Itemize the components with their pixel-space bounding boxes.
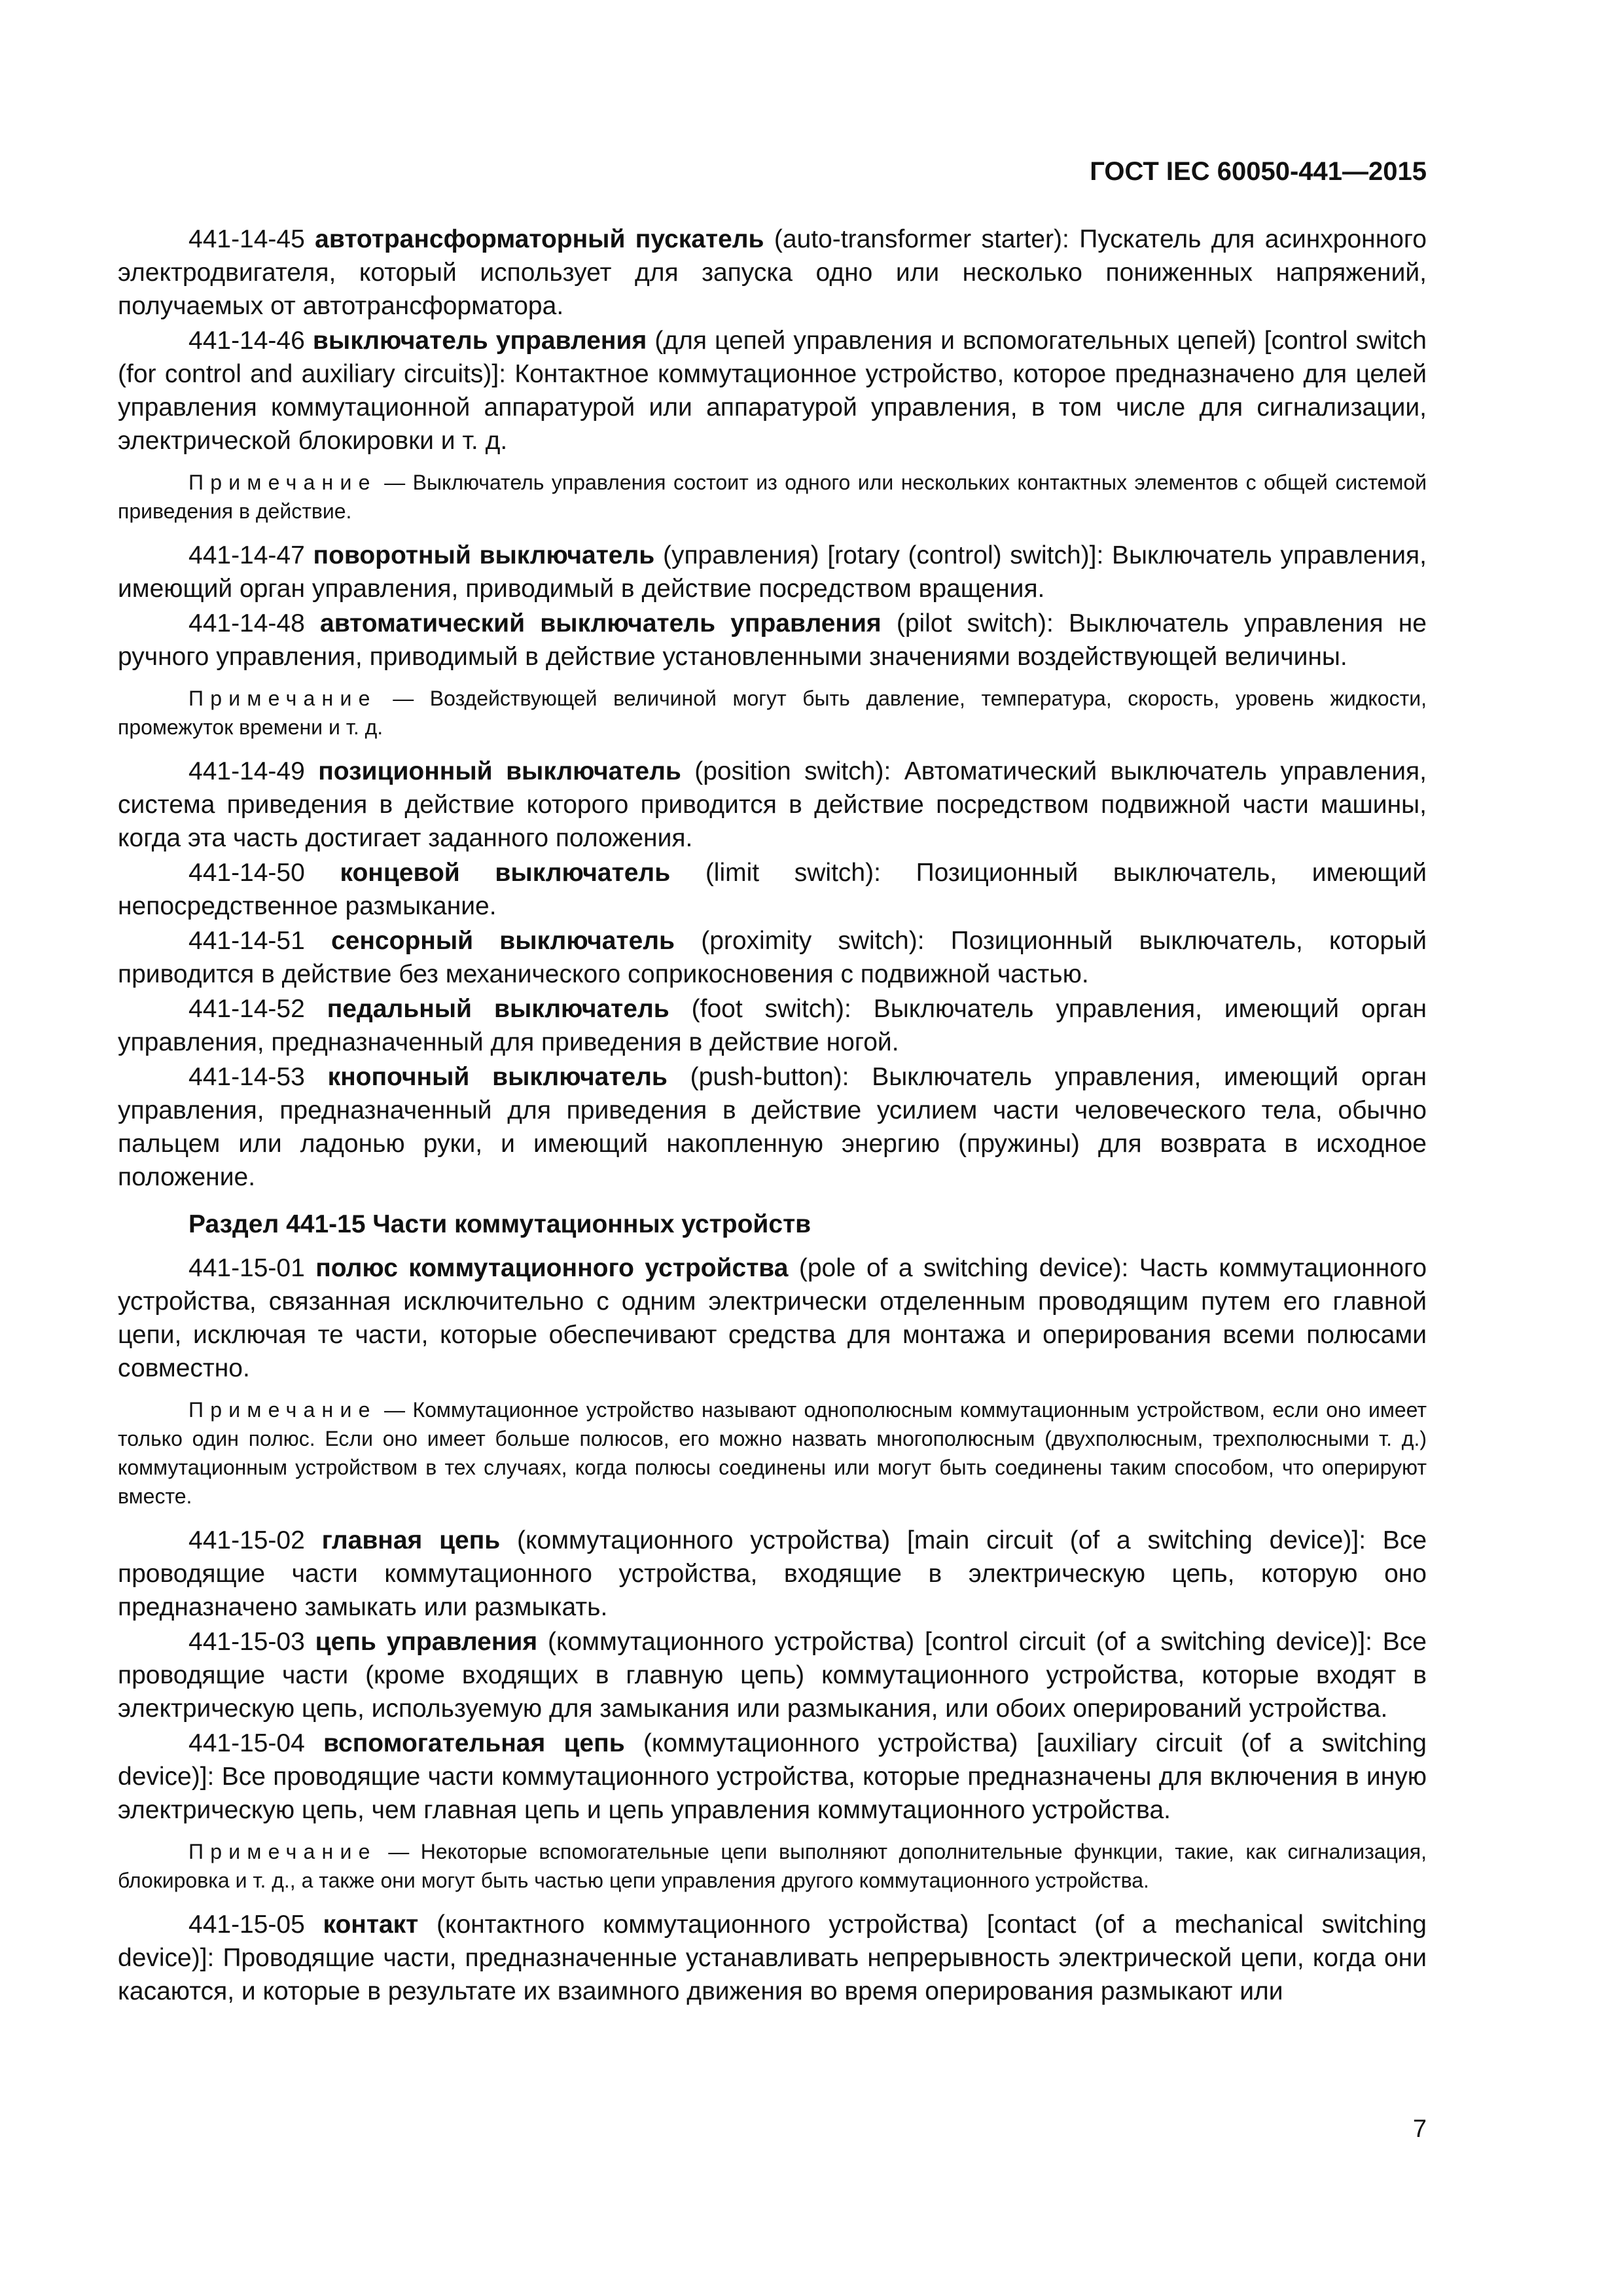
entry-number: 441-14-47 [188,541,305,569]
note-label: Примечание [188,1398,377,1422]
entry-definition: (proximity switch): Позиционный выключатель, который приводится в действие без механического соприкосновения с подвижной частью. [118,927,1427,988]
entry-term: цепь управления [315,1628,538,1656]
entry-definition: (auto-transformer starter): Пускатель для асинхронного электродвигателя, который использует для запуска одно или несколько пониженных напряжений, получаемых от автотрансформатора. [118,225,1427,320]
note-text: — Воздействующей величиной могут быть давление, температура, скорость, уровень жидкости, промежуток времени и т. д. [118,687,1427,739]
term-entry [118,992,1427,1059]
entry-term: автотрансформаторный пускатель [315,225,764,253]
entry-term: главная цепь [321,1526,501,1554]
entry-definition: (foot switch): Выключатель управления, имеющий орган управления, предназначенный для приведения в действие ногой. [118,995,1427,1056]
entry-number: 441-15-05 [188,1910,305,1939]
entry-definition: (управления) [rotary (control) switch)]: Выключатель управления, имеющий орган управления, приводимый в действие посредством вращения. [118,541,1427,603]
entry-definition: (для цепей управления и вспомогательных цепей) [control switch (for control and auxiliary circuits)]: Контактное коммутационное устройство, которое предназначено для целей управления коммутационной аппаратурой или аппаратурой управления, в том числе для сигнализации, электрической блокировки и т. д. [118,327,1427,455]
entry-number: 441-14-46 [188,327,305,355]
entry-number: 441-14-51 [188,927,305,955]
page-number: 7 [1412,2115,1427,2143]
entry-definition: (коммутационного устройства) [control circuit (of a switching device)]: Все проводящие части (кроме входящих в главную цепь) коммутационного устройства, которые входят в электрическую цепь, используемую для замыкания или размыкания, или обоих оперирований устройства. [118,1628,1427,1723]
term-entry [118,1727,1427,1827]
term-entry [118,755,1427,855]
entry-definition: (position switch): Автоматический выключатель управления, система приведения в действие которого приводится в действие посредством подвижной части машины, когда эта часть достигает заданного положения. [118,757,1427,852]
entry-definition: (push-button): Выключатель управления, имеющий орган управления, предназначенный для приведения в действие усилием части человеческого тела, обычно пальцем или ладонью руки, и имеющий накопленную энергию (пружины) для возврата в исходное положение. [118,1063,1427,1191]
entry-number: 441-14-50 [188,859,305,887]
note [118,1395,1427,1511]
entry-definition: (контактного коммутационного устройства) [contact (of a mechanical switching device)]: Проводящие части, предназначенные устанавливать непрерывность электрической цепи, когда они касаются, и которые в результате их взаимного движения во время оперирования размыкают или [118,1910,1427,2005]
note-text: — Выключатель управления состоит из одного или нескольких контактных элементов с общей системой приведения в действие. [118,471,1427,523]
entry-number: 441-14-53 [188,1063,305,1091]
entry-definition: (pilot switch): Выключатель управления не ручного управления, приводимый в действие установленными значениями воздействующей величины. [118,609,1427,671]
entry-term: контакт [323,1910,419,1939]
entry-number: 441-15-03 [188,1628,305,1656]
note-label: Примечание [188,687,377,710]
term-entry [118,539,1427,605]
entry-number: 441-15-04 [188,1729,305,1757]
entry-term: автоматический выключатель управления [320,609,882,637]
note-text: — Некоторые вспомогательные цепи выполняют дополнительные функции, такие, как сигнализация, блокировка и т. д., а также они могут быть частью цепи управления другого коммутационного устройства. [118,1840,1427,1892]
term-entry [118,223,1427,323]
document-body [118,223,1427,2009]
note [118,1837,1427,1895]
term-entry [118,607,1427,673]
entry-term: выключатель управления [312,327,647,355]
term-entry [118,1060,1427,1194]
entry-definition: (коммутационного устройства) [auxiliary circuit (of a switching device)]: Все проводящие части коммутационного устройства, которые предназначены для включения в иную электрическую цепь, чем главная цепь и цепь управления коммутационного устройства. [118,1729,1427,1824]
entry-definition: (коммутационного устройства) [main circuit (of a switching device)]: Все проводящие части коммутационного устройства, входящие в электрическую цепь, которую оно предназначено замыкать или размыкать. [118,1526,1427,1621]
note-label: Примечание [188,1840,377,1863]
term-entry [118,324,1427,457]
entry-term: позиционный выключатель [318,757,681,785]
note [118,684,1427,742]
entry-number: 441-14-48 [188,609,305,637]
term-entry [118,1625,1427,1725]
entry-number: 441-15-01 [188,1254,305,1282]
entry-number: 441-14-52 [188,995,305,1023]
entry-term: поворотный выключатель [313,541,655,569]
term-entry [118,856,1427,923]
term-entry [118,924,1427,991]
note-label: Примечание [188,471,377,494]
note [118,468,1427,526]
entry-term: полюс коммутационного устройства [315,1254,789,1282]
term-entry [118,1908,1427,2008]
term-entry [118,1524,1427,1624]
entry-number: 441-15-02 [188,1526,305,1554]
document-header: ГОСТ IEC 60050-441—2015 [1090,157,1427,186]
entry-definition: (limit switch): Позиционный выключатель, имеющий непосредственное размыкание. [118,859,1427,920]
section-heading: Раздел 441-15 Части коммутационных устройств [188,1210,812,1238]
entry-number: 441-14-49 [188,757,305,785]
entry-term: сенсорный выключатель [331,927,675,955]
entry-term: кнопочный выключатель [327,1063,668,1091]
note-text: — Коммутационное устройство называют однополюсным коммутационным устройством, если оно имеет только один полюс. Если оно имеет больше полюсов, его можно назвать многополюсным (двухполюсным, трехполюсными т. д.) коммутационным устройством в тех случаях, когда полюсы соединены или могут быть соединены таким способом, что оперируют вместе. [118,1398,1427,1508]
term-entry [118,1251,1427,1385]
entry-definition: (pole of a switching device): Часть коммутационного устройства, связанная исключительно с одним электрически отделенным проводящим путем его главной цепи, исключая те части, которые обеспечивают средства для монтажа и оперирования всеми полюсами совместно. [118,1254,1427,1382]
entry-term: вспомогательная цепь [323,1729,625,1757]
entry-term: педальный выключатель [327,995,669,1023]
entry-term: концевой выключатель [340,859,671,887]
entry-number: 441-14-45 [188,225,305,253]
